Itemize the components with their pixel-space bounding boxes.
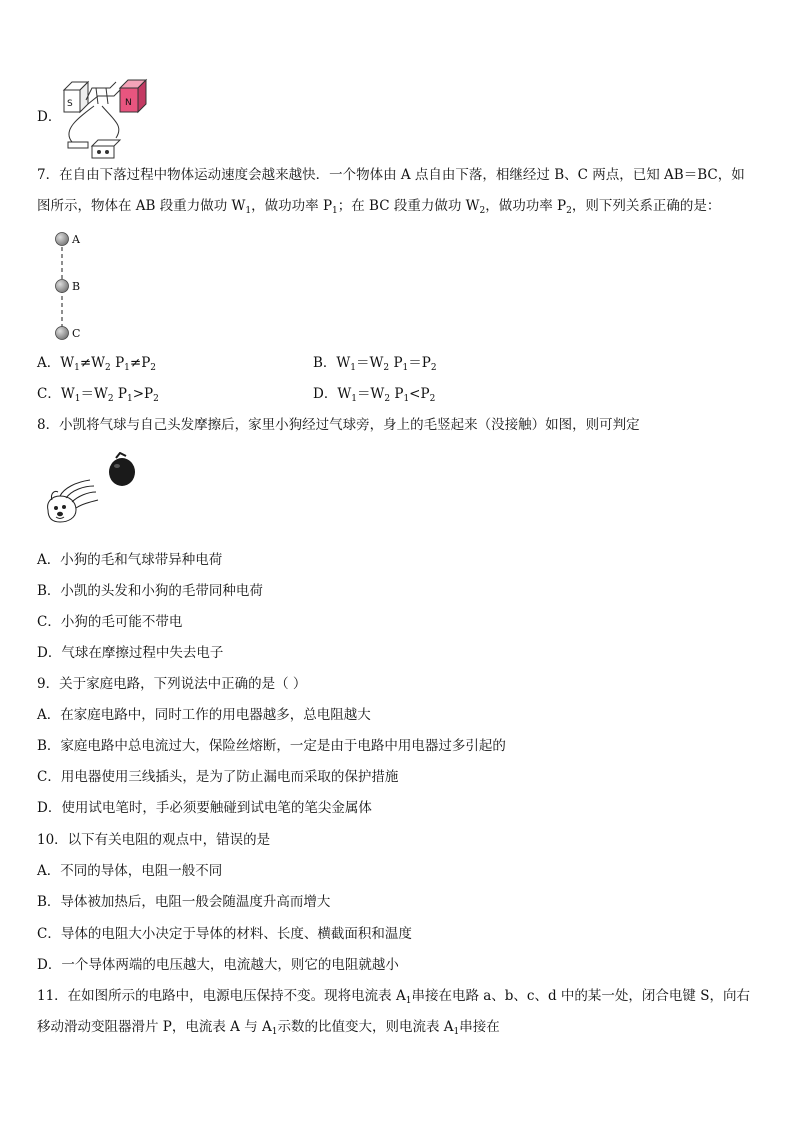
q7-option-b: B．$W_1=W_2$ $P_1=P_2$: [313, 355, 437, 373]
point-c-ball: [56, 327, 69, 340]
q7-option-c: C．$W_1=W_2$ $P_1>P_2$: [37, 386, 159, 404]
balloon-icon: [109, 458, 135, 486]
q10-stem: 10．以下有关电阻的观点中，错误的是: [37, 832, 271, 848]
q8-option-c: C．小狗的毛可能不带电: [37, 614, 183, 630]
q9-option-c: C．用电器使用三线插头，是为了防止漏电而采取的保护措施: [37, 769, 399, 785]
q8-stem: 8．小凯将气球与自己头发摩擦后，家里小狗经过气球旁，身上的毛竖起来（没接触）如图，则可判定: [37, 417, 640, 433]
q10-option-c: C．导体的电阻大小决定于导体的材料、长度、横截面积和温度: [37, 926, 412, 942]
point-b-label: B: [72, 280, 81, 293]
q9-option-d: D．使用试电笔时，手必须要触碰到试电笔的笔尖金属体: [37, 800, 372, 816]
q7-stem-line1: 7．在自由下落过程中物体运动速度会越来越快．一个物体由 A 点自由下落，相继经过 B、C 两点，已知 AB＝BC，如: [37, 167, 745, 183]
point-b-ball: [56, 280, 69, 293]
q11-stem-line2: 移动滑动变阻器滑片 P，电流表 A 与 $A_1$示数的比值变大，则电流表 $A_1$串接在: [37, 1019, 500, 1037]
q9-stem: 9．关于家庭电路，下列说法中正确的是（ ）: [37, 676, 307, 692]
q7-stem-line2: 图所示，物体在 AB 段重力做功 $W_1$，做功功率 $P_1$；在 BC 段重力做功 $W_2$，做功功率 $P_2$，则下列关系正确的是：: [37, 198, 721, 216]
q6-option-d-label: D．: [37, 109, 62, 125]
q7-option-d: D．$W_1=W_2$ $P_1<P_2$: [313, 386, 436, 404]
q10-option-d: D．一个导体两端的电压越大，电流越大，则它的电阻就越小: [37, 957, 399, 973]
q9-option-b: B．家庭电路中总电流过大，保险丝熔断，一定是由于电路中用电器过多引起的: [37, 738, 506, 754]
point-c-label: C: [72, 327, 81, 340]
q10-option-b: B．导体被加热后，电阻一般会随温度升高而增大: [37, 894, 331, 910]
point-a-ball: [56, 233, 69, 246]
falling-object-figure: [50, 228, 90, 343]
q8-option-b: B．小凯的头发和小狗的毛带同种电荷: [37, 583, 263, 599]
q9-option-a: A．在家庭电路中，同时工作的用电器越多，总电阻越大: [37, 707, 371, 723]
q8-option-a: A．小狗的毛和气球带异种电荷: [37, 552, 223, 568]
magnet-n-label: N: [125, 98, 132, 108]
q7-option-a: A．$W_1\ne W_2$ $P_1\ne P_2$: [37, 355, 157, 373]
q10-option-a: A．不同的导体，电阻一般不同: [37, 863, 223, 879]
magnet-coil-figure: [58, 74, 168, 162]
dog-balloon-figure: [42, 452, 142, 532]
magnet-s-label: S: [67, 99, 73, 109]
q11-stem-line1: 11．在如图所示的电路中，电源电压保持不变。现将电流表 $A_1$串接在电路 a、b、c、d 中的某一处，闭合电键 S，向右: [37, 988, 750, 1006]
point-a-label: A: [72, 233, 80, 246]
dog-icon: [48, 480, 98, 522]
q8-option-d: D．气球在摩擦过程中失去电子: [37, 645, 224, 661]
